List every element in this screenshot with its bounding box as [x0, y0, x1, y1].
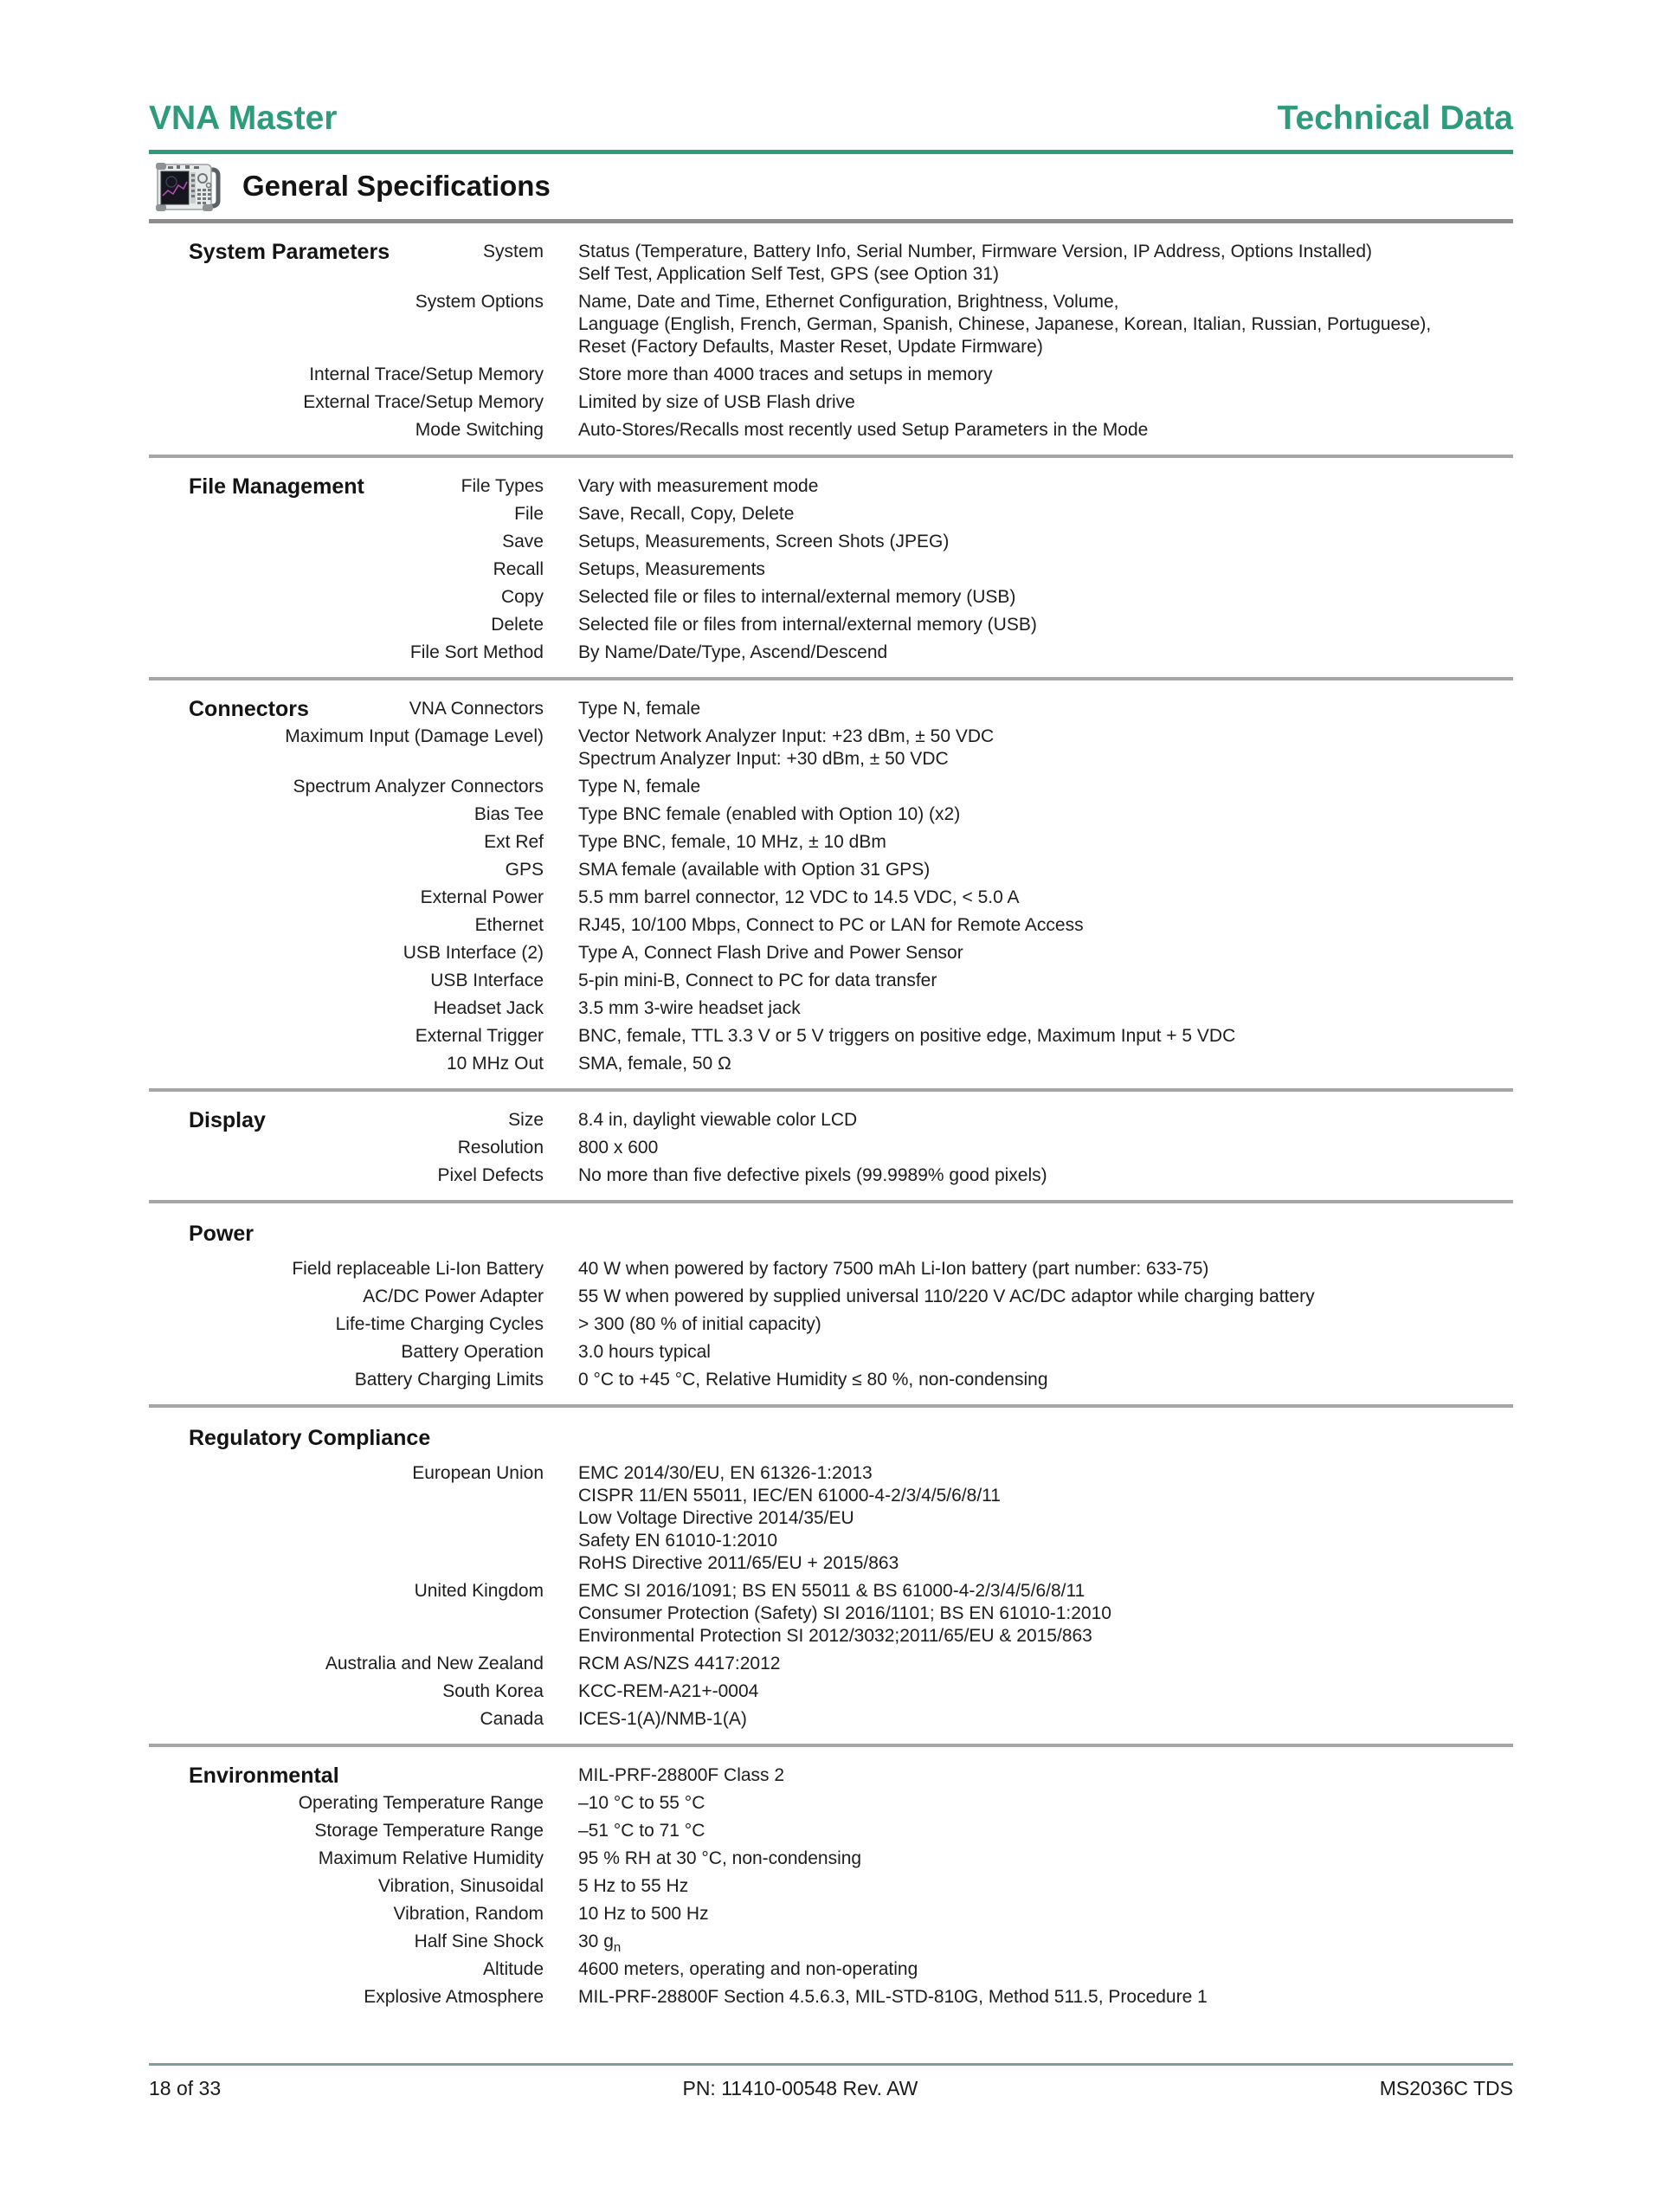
spec-value [578, 1875, 1513, 1898]
spec-value [578, 1580, 1513, 1648]
spec-label: USB Interface (2) [403, 942, 544, 963]
spec-label: File Sort Method [409, 642, 544, 662]
spec-label: External Trigger [415, 1025, 544, 1046]
spec-label: Mode Switching [415, 419, 544, 440]
spec-value [578, 1820, 1513, 1842]
spec-value [578, 503, 1513, 526]
spec-value-line [578, 313, 1513, 336]
section-title: File Management [189, 474, 364, 499]
spec-value-line [578, 1109, 1513, 1132]
spec-value [578, 241, 1513, 286]
spec-label: European Union [412, 1462, 544, 1483]
spec-value-line [578, 887, 1513, 909]
spec-label: Half Sine Shock [414, 1931, 544, 1951]
spec-label: Altitude [482, 1958, 544, 1979]
spec-row [149, 1680, 1513, 1703]
spec-value [578, 1792, 1513, 1815]
spec-value-line [578, 558, 1513, 581]
spec-label: Explosive Atmosphere [364, 1986, 544, 2007]
spec-value-text: Setups, Measurements, Screen Shots (JPEG) [578, 531, 950, 551]
spec-row [149, 997, 1513, 1020]
spec-value-line [578, 1986, 1513, 2009]
spec-value [578, 1053, 1513, 1075]
spec-row [149, 291, 1513, 358]
spec-value-text: 5-pin mini-B, Connect to PC for data transfer [578, 970, 937, 990]
spec-label: USB Interface [430, 970, 544, 990]
spec-label: External Trace/Setup Memory [303, 391, 544, 412]
spec-value [578, 586, 1513, 609]
spec-value-text: EMC 2014/30/EU, EN 61326-1:2013 [578, 1462, 873, 1483]
spec-value-line [578, 1313, 1513, 1336]
spec-value-text: BNC, female, TTL 3.3 V or 5 V triggers on positive edge, Maximum Input + 5 VDC [578, 1025, 1236, 1046]
spec-row [149, 1258, 1513, 1280]
spec-row [149, 614, 1513, 636]
spec-label: Save [502, 531, 544, 551]
spec-row [149, 1986, 1513, 2009]
spec-row [149, 914, 1513, 937]
spec-row [149, 1462, 1513, 1575]
spec-row [149, 503, 1513, 526]
spec-value-text: 95 % RH at 30 °C, non-condensing [578, 1848, 862, 1868]
section-regulatory-compliance [149, 1408, 1513, 1747]
spec-value [578, 1286, 1513, 1308]
spec-value-line [578, 942, 1513, 964]
spec-row [149, 776, 1513, 798]
spec-value [578, 726, 1513, 771]
spec-value-line [578, 364, 1513, 386]
spec-value [578, 1653, 1513, 1675]
spec-label: Maximum Input (Damage Level) [285, 726, 544, 746]
spec-value-line [578, 1053, 1513, 1075]
spec-value-line [578, 531, 1513, 553]
spec-value-line [578, 1341, 1513, 1364]
spec-value-line [578, 1708, 1513, 1731]
spec-value [578, 887, 1513, 909]
spec-label: AC/DC Power Adapter [363, 1286, 544, 1306]
spec-value-text: ICES-1(A)/NMB-1(A) [578, 1708, 747, 1729]
spec-label: Delete [491, 614, 544, 635]
spec-label: Ext Ref [484, 831, 544, 852]
spec-value [578, 1137, 1513, 1159]
spec-value-line [578, 1369, 1513, 1391]
section-power [149, 1203, 1513, 1408]
spec-value-line [578, 997, 1513, 1020]
spec-value [578, 1369, 1513, 1391]
spec-value-text: –51 °C to 71 °C [578, 1820, 705, 1841]
spec-label: Internal Trace/Setup Memory [309, 364, 544, 384]
spec-value-text: Reset (Factory Defaults, Master Reset, Update Firmware) [578, 336, 1043, 357]
spec-value [578, 291, 1513, 358]
spec-value-text: Setups, Measurements [578, 558, 765, 579]
section-title: Environmental [189, 1763, 339, 1788]
spec-value-line [578, 1653, 1513, 1675]
spec-value-line [578, 503, 1513, 526]
spec-row [149, 1958, 1513, 1981]
spec-row [149, 803, 1513, 826]
spec-value-text: RCM AS/NZS 4417:2012 [578, 1653, 781, 1674]
spec-value-text: 0 °C to +45 °C, Relative Humidity ≤ 80 %, non-condensing [578, 1369, 1048, 1390]
spec-row [149, 859, 1513, 881]
spec-value [578, 1903, 1513, 1925]
spec-value [578, 1764, 1513, 1787]
spec-value-line [578, 1530, 1513, 1552]
spec-value-text: 4600 meters, operating and non-operating [578, 1958, 918, 1979]
spec-row [149, 586, 1513, 609]
spec-value-line [578, 803, 1513, 826]
spec-value-line [578, 970, 1513, 992]
spec-value-text: > 300 (80 % of initial capacity) [578, 1313, 821, 1334]
spec-value-text: SMA female (available with Option 31 GPS) [578, 859, 931, 880]
spec-value [578, 1680, 1513, 1703]
spec-row [149, 364, 1513, 386]
spec-value-text: Type A, Connect Flash Drive and Power Sensor [578, 942, 963, 963]
spec-value-line [578, 1164, 1513, 1187]
spec-label: South Korea [442, 1680, 544, 1701]
spec-value [578, 558, 1513, 581]
spec-row [149, 531, 1513, 553]
spec-row [149, 1053, 1513, 1075]
spec-value-line [578, 1485, 1513, 1507]
header-doc-title: Technical Data [1277, 100, 1513, 137]
spec-value-line [578, 748, 1513, 771]
section-environmental [149, 1747, 1513, 2022]
spec-value-line [578, 1848, 1513, 1870]
section-connectors [149, 680, 1513, 1092]
spec-row [149, 970, 1513, 992]
spec-label: Vibration, Sinusoidal [377, 1875, 544, 1896]
spec-value-text: No more than five defective pixels (99.9989% good pixels) [578, 1164, 1047, 1185]
spec-value-text: MIL-PRF-28800F Section 4.5.6.3, MIL-STD-810G, Method 511.5, Procedure 1 [578, 1986, 1208, 2007]
spec-row [149, 1931, 1513, 1956]
spec-value-text: Type N, female [578, 776, 701, 796]
spec-value-line [578, 336, 1513, 358]
spec-value-text: 3.0 hours typical [578, 1341, 711, 1362]
spec-value-line [578, 914, 1513, 937]
spec-row [149, 831, 1513, 854]
spec-value [578, 1462, 1513, 1575]
spec-value-text: 800 x 600 [578, 1137, 659, 1158]
spec-value-text: 40 W when powered by factory 7500 mAh Li-Ion battery (part number: 633-75) [578, 1258, 1209, 1279]
spec-value-line [578, 391, 1513, 414]
spec-value-text: Name, Date and Time, Ethernet Configuration, Brightness, Volume, [578, 291, 1119, 312]
spec-value [578, 1986, 1513, 2009]
spec-value-text: EMC SI 2016/1091; BS EN 55011 & BS 61000-4-2/3/4/5/6/8/11 [578, 1580, 1085, 1601]
spec-value-text: –10 °C to 55 °C [578, 1792, 705, 1813]
spec-value-text: Type BNC, female, 10 MHz, ± 10 dBm [578, 831, 886, 852]
footer-page-number: 18 of 33 [149, 2077, 222, 2099]
spec-value-text: 30 g [578, 1931, 614, 1951]
spec-row [149, 1848, 1513, 1870]
spec-row [149, 887, 1513, 909]
spec-label: System Options [415, 291, 544, 312]
spec-row [149, 1109, 1513, 1132]
section-title: Display [189, 1107, 266, 1132]
spec-value [578, 1109, 1513, 1132]
spec-value-text: Environmental Protection SI 2012/3032;2011/65/EU & 2015/863 [578, 1625, 1092, 1646]
spec-value-text: CISPR 11/EN 55011, IEC/EN 61000-4-2/3/4/5/6/8/11 [578, 1485, 1001, 1506]
spec-label: VNA Connectors [409, 698, 544, 719]
spec-value [578, 803, 1513, 826]
spec-value-line [578, 1875, 1513, 1898]
page-footer [149, 2063, 1513, 2100]
page-title: General Specifications [242, 169, 551, 202]
spec-value-line [578, 1580, 1513, 1603]
section-title: System Parameters [189, 239, 390, 264]
spec-label: Maximum Relative Humidity [318, 1848, 544, 1868]
spec-value-text: SMA, female, 50 Ω [578, 1053, 731, 1074]
spec-label: GPS [505, 859, 544, 880]
spec-label: Storage Temperature Range [314, 1820, 544, 1841]
spec-value-line [578, 776, 1513, 798]
spec-value [578, 831, 1513, 854]
spec-label: External Power [420, 887, 544, 907]
spec-value-text: 3.5 mm 3-wire headset jack [578, 997, 801, 1018]
spec-value [578, 1958, 1513, 1981]
spec-value [578, 942, 1513, 964]
spec-row [149, 698, 1513, 720]
spec-label: Battery Operation [401, 1341, 544, 1362]
spec-value-line [578, 1625, 1513, 1648]
spec-value [578, 1258, 1513, 1280]
spec-value [578, 1708, 1513, 1731]
spec-row [149, 1903, 1513, 1925]
spec-label: 10 MHz Out [446, 1053, 544, 1074]
spec-value-text: 10 Hz to 500 Hz [578, 1903, 709, 1924]
section-system-parameters [149, 223, 1513, 458]
spec-value-text: Store more than 4000 traces and setups in memory [578, 364, 993, 384]
spec-value-text: 55 W when powered by supplied universal 110/220 V AC/DC adaptor while charging battery [578, 1286, 1315, 1306]
spec-value-line [578, 1764, 1513, 1787]
spec-value [578, 1341, 1513, 1364]
spec-label: Field replaceable Li-Ion Battery [292, 1258, 544, 1279]
spec-value [578, 1164, 1513, 1187]
spec-value-line [578, 1286, 1513, 1308]
spec-row [149, 1875, 1513, 1898]
spec-row [149, 726, 1513, 771]
spec-value-line [578, 1792, 1513, 1815]
spec-value-line [578, 1820, 1513, 1842]
spec-value-line [578, 1680, 1513, 1703]
spec-label: Bias Tee [473, 803, 544, 824]
spec-value-line [578, 586, 1513, 609]
spec-label: File Types [461, 475, 544, 496]
spec-value [578, 698, 1513, 720]
section-title: Power [189, 1221, 254, 1246]
spec-value-line [578, 642, 1513, 664]
general-specifications-heading [149, 154, 1513, 223]
spec-value-text: Safety EN 61010-1:2010 [578, 1530, 777, 1551]
section-title: Connectors [189, 696, 309, 721]
spec-value-line [578, 1025, 1513, 1048]
spec-label: Operating Temperature Range [298, 1792, 544, 1813]
spec-value-line [578, 241, 1513, 263]
spec-value-text: Vary with measurement mode [578, 475, 819, 496]
spec-row [149, 942, 1513, 964]
spec-value-text: 8.4 in, daylight viewable color LCD [578, 1109, 858, 1130]
section-display [149, 1092, 1513, 1203]
spec-value [578, 914, 1513, 937]
spec-value-line [578, 1258, 1513, 1280]
spec-label: Ethernet [474, 914, 544, 935]
spec-label: Australia and New Zealand [325, 1653, 544, 1674]
spec-value-text: Save, Recall, Copy, Delete [578, 503, 795, 524]
spec-row [149, 1025, 1513, 1048]
spec-label: Spectrum Analyzer Connectors [293, 776, 544, 796]
spec-value [578, 1025, 1513, 1048]
spec-value [578, 419, 1513, 442]
spec-value-line [578, 419, 1513, 442]
spec-row [149, 391, 1513, 414]
spec-value [578, 859, 1513, 881]
spec-row [149, 1792, 1513, 1815]
footer-document-id: MS2036C TDS [1379, 2077, 1513, 2099]
spec-value-text: Consumer Protection (Safety) SI 2016/1101; BS EN 61010-1:2010 [578, 1603, 1111, 1623]
spec-value-text: Spectrum Analyzer Input: +30 dBm, ± 50 VDC [578, 748, 949, 769]
footer-part-number: PN: 11410-00548 Rev. AW [682, 2077, 918, 2099]
spec-value [578, 642, 1513, 664]
spec-row [149, 1653, 1513, 1675]
spec-label: Life-time Charging Cycles [335, 1313, 544, 1334]
spec-value-text: Auto-Stores/Recalls most recently used Setup Parameters in the Mode [578, 419, 1149, 440]
spec-value-text: RJ45, 10/100 Mbps, Connect to PC or LAN for Remote Access [578, 914, 1084, 935]
spec-label: United Kingdom [414, 1580, 544, 1601]
spec-value-text: Limited by size of USB Flash drive [578, 391, 855, 412]
spec-value [578, 970, 1513, 992]
spec-value [578, 391, 1513, 414]
specifications-table [149, 223, 1513, 2022]
document-header [149, 0, 1513, 154]
section-file-management [149, 458, 1513, 680]
spec-value-text: Language (English, French, German, Spanish, Chinese, Japanese, Korean, Italian, Russian, Portuguese), [578, 313, 1432, 334]
spec-value-line [578, 263, 1513, 286]
spec-label: Vibration, Random [393, 1903, 544, 1924]
spec-value-line [578, 614, 1513, 636]
section-title: Regulatory Compliance [189, 1425, 431, 1450]
spec-value-text: KCC-REM-A21+-0004 [578, 1680, 759, 1701]
spec-label: Pixel Defects [437, 1164, 544, 1185]
spec-value [578, 1848, 1513, 1870]
spec-row [149, 1341, 1513, 1364]
spec-value-text: Status (Temperature, Battery Info, Serial Number, Firmware Version, IP Address, Options Installed) [578, 241, 1373, 261]
spec-value-subscript: n [613, 1940, 622, 1956]
spec-value-text: 5.5 mm barrel connector, 12 VDC to 14.5 VDC, < 5.0 A [578, 887, 1020, 907]
spec-value-line [578, 1931, 1513, 1956]
spec-value-text: RoHS Directive 2011/65/EU + 2015/863 [578, 1552, 899, 1573]
spec-label: Recall [493, 558, 544, 579]
spec-value [578, 614, 1513, 636]
spec-row [149, 419, 1513, 442]
spec-value-line [578, 1958, 1513, 1981]
spec-value-line [578, 831, 1513, 854]
header-product-title: VNA Master [149, 100, 338, 137]
spec-value-text: Low Voltage Directive 2014/35/EU [578, 1507, 854, 1528]
spec-row [149, 1580, 1513, 1648]
spec-value-text: Vector Network Analyzer Input: +23 dBm, ± 50 VDC [578, 726, 995, 746]
spec-row [149, 1164, 1513, 1187]
spec-label: Headset Jack [433, 997, 544, 1018]
spec-label: System [482, 241, 544, 261]
spec-value-line [578, 726, 1513, 748]
spec-label: Copy [500, 586, 544, 607]
spec-row [149, 642, 1513, 664]
spec-row [149, 1286, 1513, 1308]
spec-value-text: Selected file or files from internal/external memory (USB) [578, 614, 1037, 635]
spec-value-text: By Name/Date/Type, Ascend/Descend [578, 642, 888, 662]
spec-row [149, 1137, 1513, 1159]
spec-label: Resolution [457, 1137, 544, 1158]
spec-value-line [578, 1507, 1513, 1530]
spec-value [578, 1313, 1513, 1336]
spec-value [578, 997, 1513, 1020]
spec-value-line [578, 1603, 1513, 1625]
spec-value [578, 475, 1513, 498]
spec-value-text: 5 Hz to 55 Hz [578, 1875, 689, 1896]
spec-label: File [514, 503, 544, 524]
spec-row [149, 558, 1513, 581]
spec-row [149, 1313, 1513, 1336]
handheld-analyzer-photo-icon [154, 159, 223, 213]
spec-label: Battery Charging Limits [354, 1369, 544, 1390]
spec-value-line [578, 475, 1513, 498]
spec-row [149, 1369, 1513, 1391]
spec-value-line [578, 1462, 1513, 1485]
spec-value-text: MIL-PRF-28800F Class 2 [578, 1764, 785, 1785]
spec-value-text: Selected file or files to internal/external memory (USB) [578, 586, 1016, 607]
spec-value-text: Self Test, Application Self Test, GPS (see Option 31) [578, 263, 999, 284]
spec-value-text: Type BNC female (enabled with Option 10) (x2) [578, 803, 961, 824]
spec-value-line [578, 698, 1513, 720]
spec-row [149, 1820, 1513, 1842]
spec-row [149, 1708, 1513, 1731]
spec-value [578, 1931, 1513, 1956]
spec-value [578, 364, 1513, 386]
spec-value-text: Type N, female [578, 698, 701, 719]
spec-row [149, 1764, 1513, 1787]
spec-value [578, 776, 1513, 798]
spec-value-line [578, 1903, 1513, 1925]
spec-value [578, 531, 1513, 553]
spec-value-line [578, 291, 1513, 313]
spec-value-line [578, 1137, 1513, 1159]
spec-label: Canada [480, 1708, 544, 1729]
spec-label: Size [508, 1109, 544, 1130]
spec-value-line [578, 859, 1513, 881]
spec-value-line [578, 1552, 1513, 1575]
